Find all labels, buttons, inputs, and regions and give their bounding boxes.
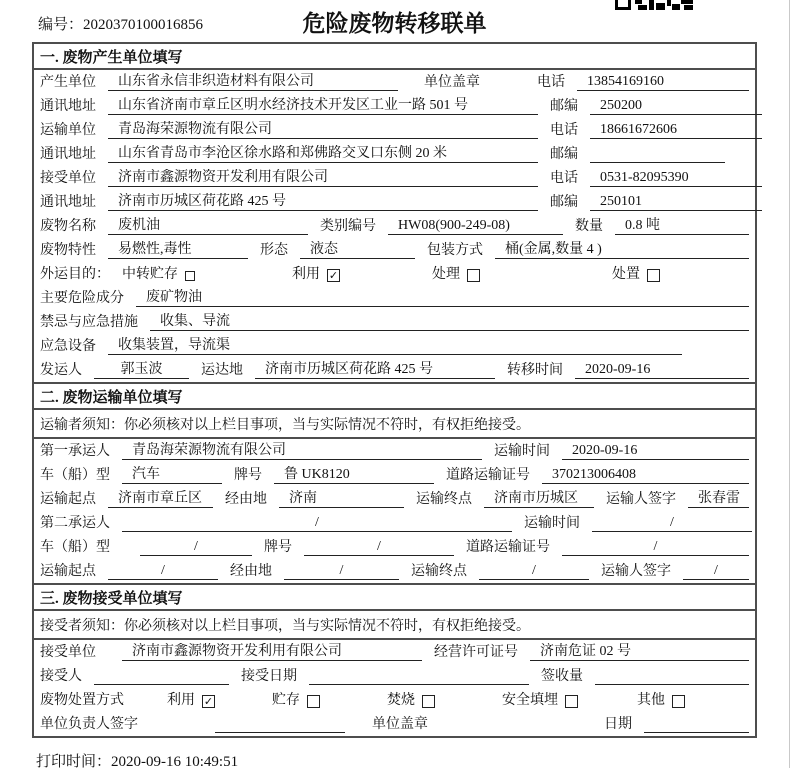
- field-value: 收集、导流: [150, 313, 749, 331]
- field-label: 牌号: [234, 468, 262, 483]
- form-row: [34, 118, 755, 142]
- field-label: 外运目的：: [40, 267, 110, 282]
- field-value: /: [479, 562, 589, 580]
- section-title: 二. 废物运输单位填写: [34, 384, 755, 410]
- field-label: 数量: [575, 219, 603, 234]
- form-section: [34, 382, 755, 583]
- field-label: 第二承运人: [40, 516, 110, 531]
- field-value: 济南市鑫源物资开发利用有限公司: [108, 169, 538, 187]
- field-label: 运输时间: [524, 516, 580, 531]
- print-time-label: 打印时间：: [36, 754, 112, 770]
- form-row: [34, 310, 755, 334]
- form-row: [34, 640, 755, 664]
- checkbox-label: 其他: [637, 693, 665, 708]
- checkbox-option: [167, 692, 215, 709]
- field-value: 18661672606: [590, 121, 762, 139]
- field-label: 包装方式: [427, 243, 483, 258]
- field-value: 250101: [590, 193, 762, 211]
- field-label: 发运人: [40, 363, 82, 378]
- serial-value: 2020370100016856: [83, 17, 204, 33]
- form-row: [34, 190, 755, 214]
- blank-field: [644, 715, 749, 733]
- field-value: 0.8 吨: [615, 217, 749, 235]
- field-label: 禁忌与应急措施: [40, 315, 138, 330]
- form-row: [34, 286, 755, 310]
- checkbox-label: 安全填埋: [502, 693, 558, 708]
- checkbox-option: [612, 266, 660, 283]
- checkbox-unchecked-icon: [565, 695, 578, 708]
- blank-field: [590, 145, 725, 163]
- field-label: 道路运输证号: [446, 468, 530, 483]
- field-label: 转移时间: [507, 363, 563, 378]
- form-row: [34, 439, 755, 463]
- form-row: [34, 511, 755, 535]
- field-value: 2020-09-16: [575, 361, 749, 379]
- field-label: 车（船）型: [40, 468, 110, 483]
- form-row: [34, 712, 755, 736]
- field-value: 250200: [590, 97, 762, 115]
- field-label: 道路运输证号: [466, 540, 550, 555]
- blank-field: [595, 667, 749, 685]
- page-edge-line: [789, 0, 790, 768]
- form-row: [34, 142, 755, 166]
- field-label: 车（船）型: [40, 540, 110, 555]
- form-section: [34, 44, 755, 382]
- field-label: 运输人签字: [606, 492, 676, 507]
- field-value: 山东省永信非织造材料有限公司: [108, 73, 398, 91]
- section-notice: 运输者须知：你必须核对以上栏目事项，当与实际情况不符时，有权拒绝接受。: [34, 410, 755, 439]
- field-value: 废机油: [108, 217, 308, 235]
- field-value: 370213006408: [542, 466, 749, 484]
- qr-code-fragment: [615, 0, 693, 10]
- checkbox-label: 贮存: [272, 693, 300, 708]
- field-label: 接受人: [40, 669, 82, 684]
- field-label: 单位盖章: [372, 717, 428, 732]
- section-notice: 接受者须知：你必须核对以上栏目事项，当与实际情况不符时，有权拒绝接受。: [34, 611, 755, 640]
- checkbox-unchecked-icon: [185, 271, 195, 281]
- form-row: [34, 238, 755, 262]
- field-label: 接受单位: [40, 171, 96, 186]
- field-label: 电话: [537, 75, 565, 90]
- form-row: [34, 214, 755, 238]
- checkbox-checked-icon: ✓: [328, 269, 339, 282]
- field-label: 废物名称: [40, 219, 96, 234]
- field-label: 形态: [260, 243, 288, 258]
- checkbox-unchecked-icon: [307, 695, 320, 708]
- document-header: [32, 0, 757, 42]
- field-label: 单位负责人签字: [40, 717, 138, 732]
- field-label: 电话: [550, 171, 578, 186]
- field-value: 济南市历城区: [484, 490, 594, 508]
- field-label: 通讯地址: [40, 147, 96, 162]
- field-value: 废矿物油: [136, 289, 749, 307]
- field-label: 运达地: [201, 363, 243, 378]
- checkbox-checked-icon: ✓: [203, 695, 214, 708]
- form-row: [34, 487, 755, 511]
- section-title: 一. 废物产生单位填写: [34, 44, 755, 70]
- field-label: 废物特性: [40, 243, 96, 258]
- print-time-value: 2020-09-16 10:49:51: [111, 754, 239, 770]
- field-value: 液态: [300, 241, 415, 259]
- field-label: 第一承运人: [40, 444, 110, 459]
- field-label: 主要危险成分: [40, 291, 124, 306]
- checkbox-unchecked-icon: [672, 695, 685, 708]
- checkbox-label: 处置: [612, 267, 640, 282]
- checkbox-option: [292, 266, 340, 283]
- field-value: 桶(金属,数量 4 ): [495, 241, 749, 259]
- checkbox-label: 中转贮存: [122, 267, 178, 282]
- form-section: [34, 583, 755, 736]
- field-label: 接受日期: [241, 669, 297, 684]
- field-value: 郭玉波: [94, 361, 189, 379]
- page-title: 危险废物转移联单: [302, 11, 487, 36]
- field-label: 牌号: [264, 540, 292, 555]
- checkbox-label: 处理: [432, 267, 460, 282]
- field-value: 0531-82095390: [590, 169, 762, 187]
- field-label: 运输时间: [494, 444, 550, 459]
- field-value: 济南市历城区荷花路 425 号: [108, 193, 538, 211]
- field-value: 山东省青岛市李沧区徐水路和郑佛路交叉口东侧 20 米: [108, 145, 538, 163]
- form-row: [34, 535, 755, 559]
- form-row: [34, 334, 755, 358]
- field-label: 产生单位: [40, 75, 96, 90]
- checkbox-unchecked-icon: [422, 695, 435, 708]
- checkbox-unchecked-icon: [647, 269, 660, 282]
- field-label: 应急设备: [40, 339, 96, 354]
- checkbox-unchecked-icon: [467, 269, 480, 282]
- form-row: [34, 688, 755, 712]
- field-value: /: [122, 514, 512, 532]
- field-label: 运输人签字: [601, 564, 671, 579]
- field-label: 邮编: [550, 147, 578, 162]
- form-row: [34, 262, 755, 286]
- field-label: 运输单位: [40, 123, 96, 138]
- field-value: /: [140, 538, 252, 556]
- field-value: 青岛海荣源物流有限公司: [108, 121, 538, 139]
- field-label: 运输终点: [416, 492, 472, 507]
- checkbox-option: [502, 692, 578, 709]
- field-value: 济南市章丘区: [108, 490, 213, 508]
- field-value: /: [284, 562, 399, 580]
- form-row: [34, 559, 755, 583]
- field-value: 鲁 UK8120: [274, 466, 434, 484]
- field-value: 山东省济南市章丘区明水经济技术开发区工业一路 501 号: [108, 97, 538, 115]
- checkbox-option: [387, 692, 435, 709]
- field-label: 日期: [604, 717, 632, 732]
- field-value: /: [304, 538, 454, 556]
- checkbox-label: 利用: [167, 693, 195, 708]
- field-label: 电话: [550, 123, 578, 138]
- blank-field: [215, 715, 345, 733]
- checkbox-label: 焚烧: [387, 693, 415, 708]
- field-value: 收集装置，导流渠: [108, 337, 682, 355]
- form-row: [34, 166, 755, 190]
- field-value: 13854169160: [577, 73, 749, 91]
- field-value: HW08(900-249-08): [388, 217, 563, 235]
- form-row: [34, 664, 755, 688]
- field-label: 通讯地址: [40, 99, 96, 114]
- section-title: 三. 废物接受单位填写: [34, 585, 755, 611]
- field-value: /: [108, 562, 218, 580]
- field-value: 张春雷: [688, 490, 749, 508]
- field-label: 签收量: [541, 669, 583, 684]
- checkbox-label: 利用: [292, 267, 320, 282]
- field-label: 经由地: [225, 492, 267, 507]
- field-label: 邮编: [550, 99, 578, 114]
- field-label: 运输终点: [411, 564, 467, 579]
- field-value: 济南: [279, 490, 404, 508]
- field-label: 运输起点: [40, 492, 96, 507]
- manifest-table: [32, 42, 757, 738]
- form-row: [34, 463, 755, 487]
- field-value: 汽车: [122, 466, 222, 484]
- form-row: [34, 70, 755, 94]
- field-label: 接受单位: [40, 645, 96, 660]
- field-label: 通讯地址: [40, 195, 96, 210]
- field-label: 经由地: [230, 564, 272, 579]
- field-value: /: [683, 562, 749, 580]
- field-value: /: [592, 514, 752, 532]
- field-label: 经营许可证号: [434, 645, 518, 660]
- field-value: 济南市历城区荷花路 425 号: [255, 361, 495, 379]
- checkbox-option: [637, 692, 685, 709]
- checkbox-option: [122, 266, 195, 283]
- field-label: 邮编: [550, 195, 578, 210]
- checkbox-option: [432, 266, 480, 283]
- blank-field: [94, 667, 229, 685]
- form-row: [34, 358, 755, 382]
- field-value: 济南危证 02 号: [530, 643, 749, 661]
- form-row: [34, 94, 755, 118]
- field-label: 运输起点: [40, 564, 96, 579]
- field-label: 废物处置方式: [40, 693, 124, 708]
- field-value: 易燃性,毒性: [108, 241, 248, 259]
- blank-field: [309, 667, 529, 685]
- field-label: 类别编号: [320, 219, 376, 234]
- field-value: 济南市鑫源物资开发利用有限公司: [122, 643, 422, 661]
- field-value: 青岛海荣源物流有限公司: [122, 442, 482, 460]
- serial-label: 编号：: [38, 17, 84, 33]
- field-label: 单位盖章: [424, 75, 480, 90]
- field-value: /: [562, 538, 749, 556]
- checkbox-option: [272, 692, 320, 709]
- field-value: 2020-09-16: [562, 442, 749, 460]
